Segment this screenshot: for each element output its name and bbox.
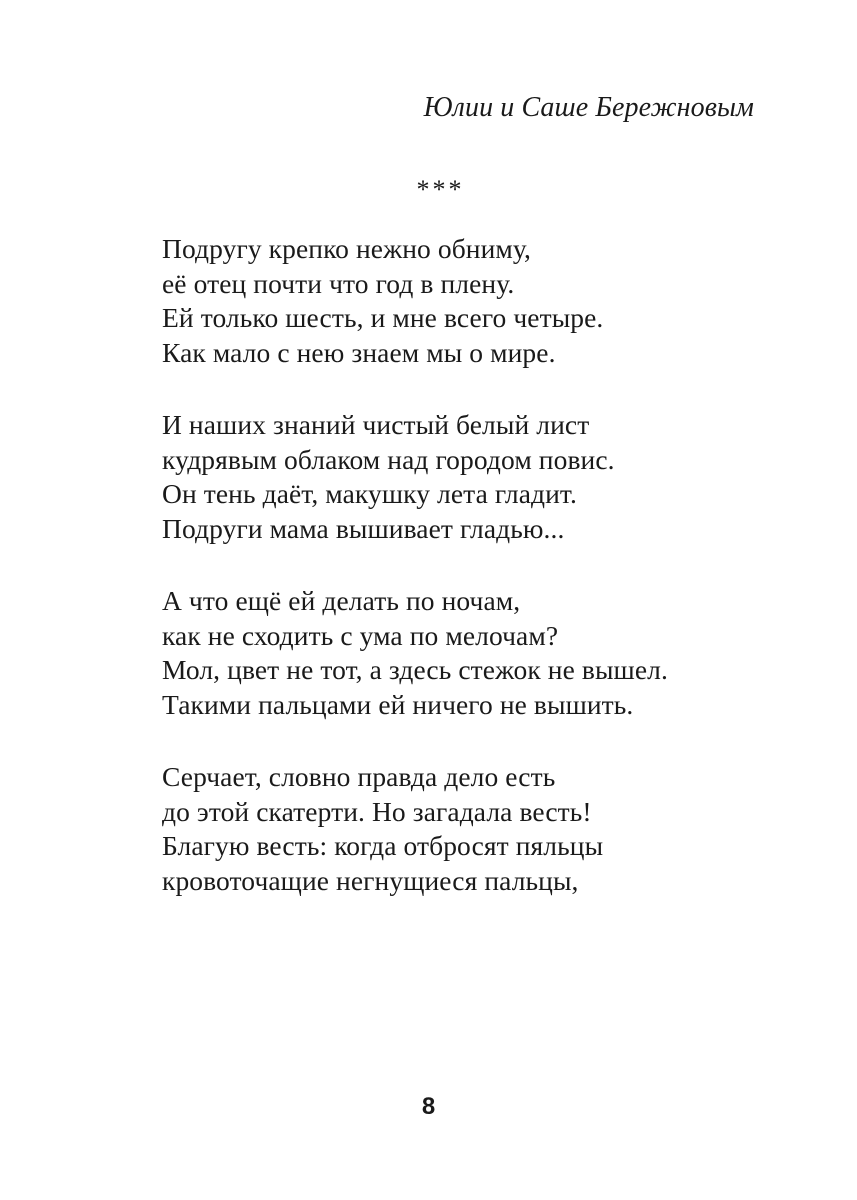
poem-line: её отец почти что год в плену. — [162, 267, 515, 299]
poem-line: кровоточащие негнущиеся пальцы, — [162, 864, 579, 896]
poem-line: до этой скатерти. Но загадала весть! — [162, 795, 592, 827]
poem-line: Серчает, словно правда дело есть — [162, 761, 556, 792]
poem-line: Он тень даёт, макушку лета гладит. — [162, 478, 577, 509]
dedication: Юлии и Саше Бережновым — [423, 92, 754, 123]
poem-line: Такими пальцами ей ничего не вышить. — [162, 688, 634, 720]
poem-line: И наших знаний чистый белый лист — [162, 409, 590, 440]
poem-line: Мол, цвет не тот, а здесь стежок не вышел. — [162, 654, 668, 685]
poem-line: Благую весть: когда отбросят пяльцы — [162, 830, 604, 861]
poem-line: Подруги мама вышивает гладью... — [162, 512, 565, 544]
poem — [162, 232, 842, 936]
poem-line: кудрявым облаком над городом повис. — [162, 443, 615, 475]
stanza — [162, 584, 842, 722]
stanza — [162, 408, 842, 546]
stanza — [162, 232, 842, 370]
stanza — [162, 760, 842, 898]
poem-line: Подругу крепко нежно обниму, — [162, 233, 531, 264]
section-separator: *** — [416, 175, 465, 204]
poem-line: Как мало с нею знаем мы о мире. — [162, 336, 556, 368]
poem-line: А что ещё ей делать по ночам, — [162, 585, 521, 616]
poem-line: Ей только шесть, и мне всего четыре. — [162, 302, 604, 333]
page-number: 8 — [421, 1093, 436, 1120]
poem-line: как не сходить с ума по мелочам? — [162, 619, 559, 651]
